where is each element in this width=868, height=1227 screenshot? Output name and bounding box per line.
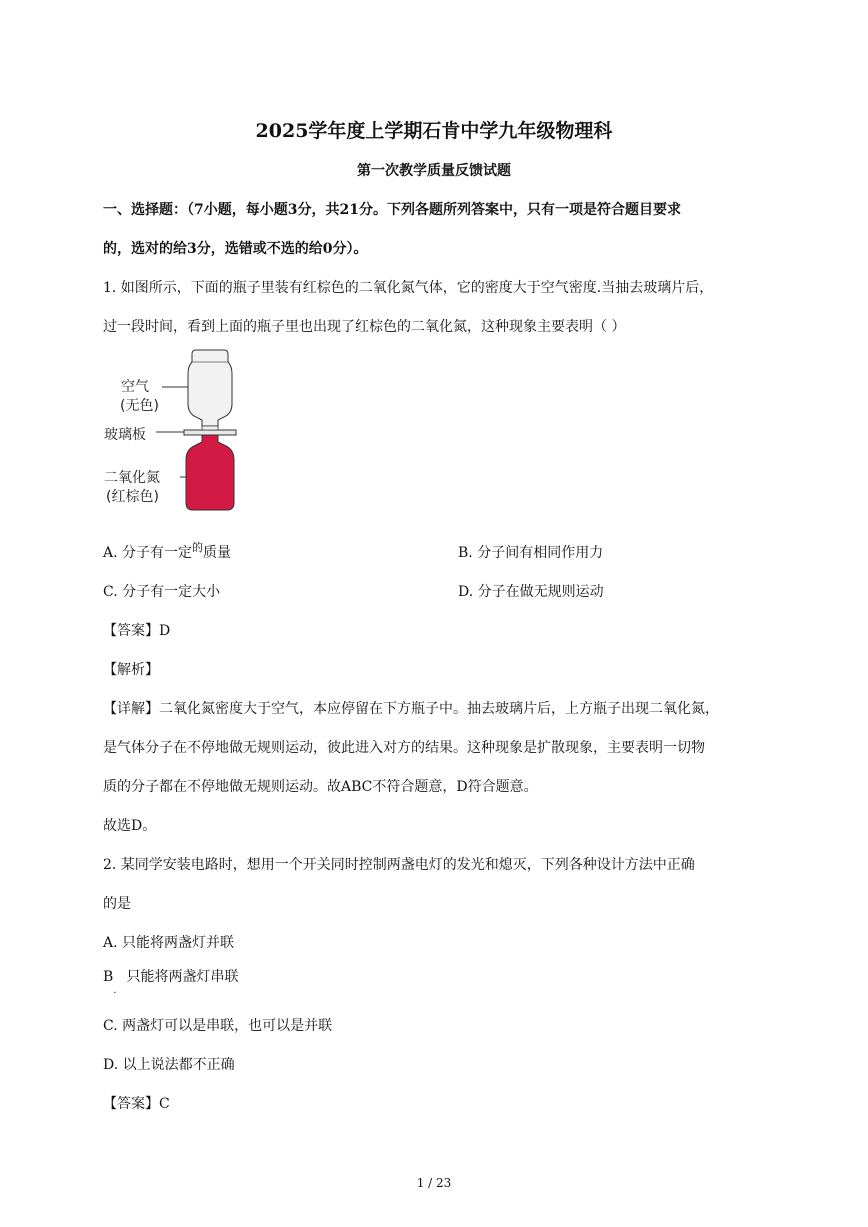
glass-plate: [184, 430, 236, 435]
q1-detail-line-1: 【详解】二氧化氮密度大于空气，本应停留在下方瓶子中。抽去玻璃片后，上方瓶子出现二氧化氮，: [103, 701, 719, 717]
q1-choose: 故选D。: [103, 818, 157, 834]
page-number: 1 / 23: [416, 1176, 452, 1190]
q1-stem-line-1: 1. 如图所示，下面的瓶子里装有红棕色的二氧化氮气体，它的密度大于空气密度.当抽去玻璃片后，: [103, 280, 714, 296]
q2-option-b: $B_.$只能将两盏灯串联: [103, 969, 239, 996]
q1-detail-line-2: 是气体分子在不停地做无规则运动，彼此进入对方的结果。这种现象是扩散现象，主要表明一切物: [103, 740, 705, 756]
q1-option-d: D. 分子在做无规则运动: [458, 584, 604, 600]
q2-option-a: A. 只能将两盏灯并联: [103, 935, 235, 951]
label-glass-plate: 玻璃板: [104, 427, 146, 443]
q2-option-c: C. 两盏灯可以是串联，也可以是并联: [103, 1018, 333, 1034]
q1-analysis: 【解析】: [103, 662, 159, 678]
upper-bottle: [188, 350, 232, 426]
label-no2: 二氧化氮: [104, 470, 160, 486]
q2-stem-line-2: 的是: [103, 896, 131, 912]
q1-stem-line-2: 过一段时间，看到上面的瓶子里也出现了红棕色的二氧化氮，这种现象主要表明（ ）: [103, 319, 626, 335]
q1-answer: 【答案】D: [103, 623, 171, 639]
section-header-line-1: 一、选择题：（7小题，每小题3分，共21分。下列各题所列答案中，只有一项是符合题目要求: [103, 202, 681, 218]
section-header-line-2: 的，选对的给3分，选错或不选的给0分）。: [103, 241, 368, 257]
page-title: 2025学年度上学期石肯中学九年级物理科: [255, 120, 613, 142]
q2-answer: 【答案】C: [103, 1096, 170, 1112]
q1-detail-line-3: 质的分子都在不停地做无规则运动。故ABC不符合题意，D符合题意。: [103, 779, 538, 795]
lower-bottle: [186, 435, 234, 510]
q1-option-a: A. 分子有一定$^的$质量: [103, 541, 232, 561]
label-no2-color: (红棕色): [106, 489, 159, 505]
q1-option-c: C. 分子有一定大小: [103, 584, 221, 600]
q1-option-b: B. 分子间有相同作用力: [458, 545, 604, 561]
label-air-colorless: (无色): [120, 398, 159, 414]
q2-option-d: D. 以上说法都不正确: [103, 1057, 235, 1073]
q2-stem-line-1: 2. 某同学安装电路时，想用一个开关同时控制两盏电灯的发光和熄灭，下列各种设计方法中正确: [103, 857, 695, 873]
page-subtitle: 第一次教学质量反馈试题: [357, 163, 511, 179]
label-air: 空气: [121, 379, 149, 395]
